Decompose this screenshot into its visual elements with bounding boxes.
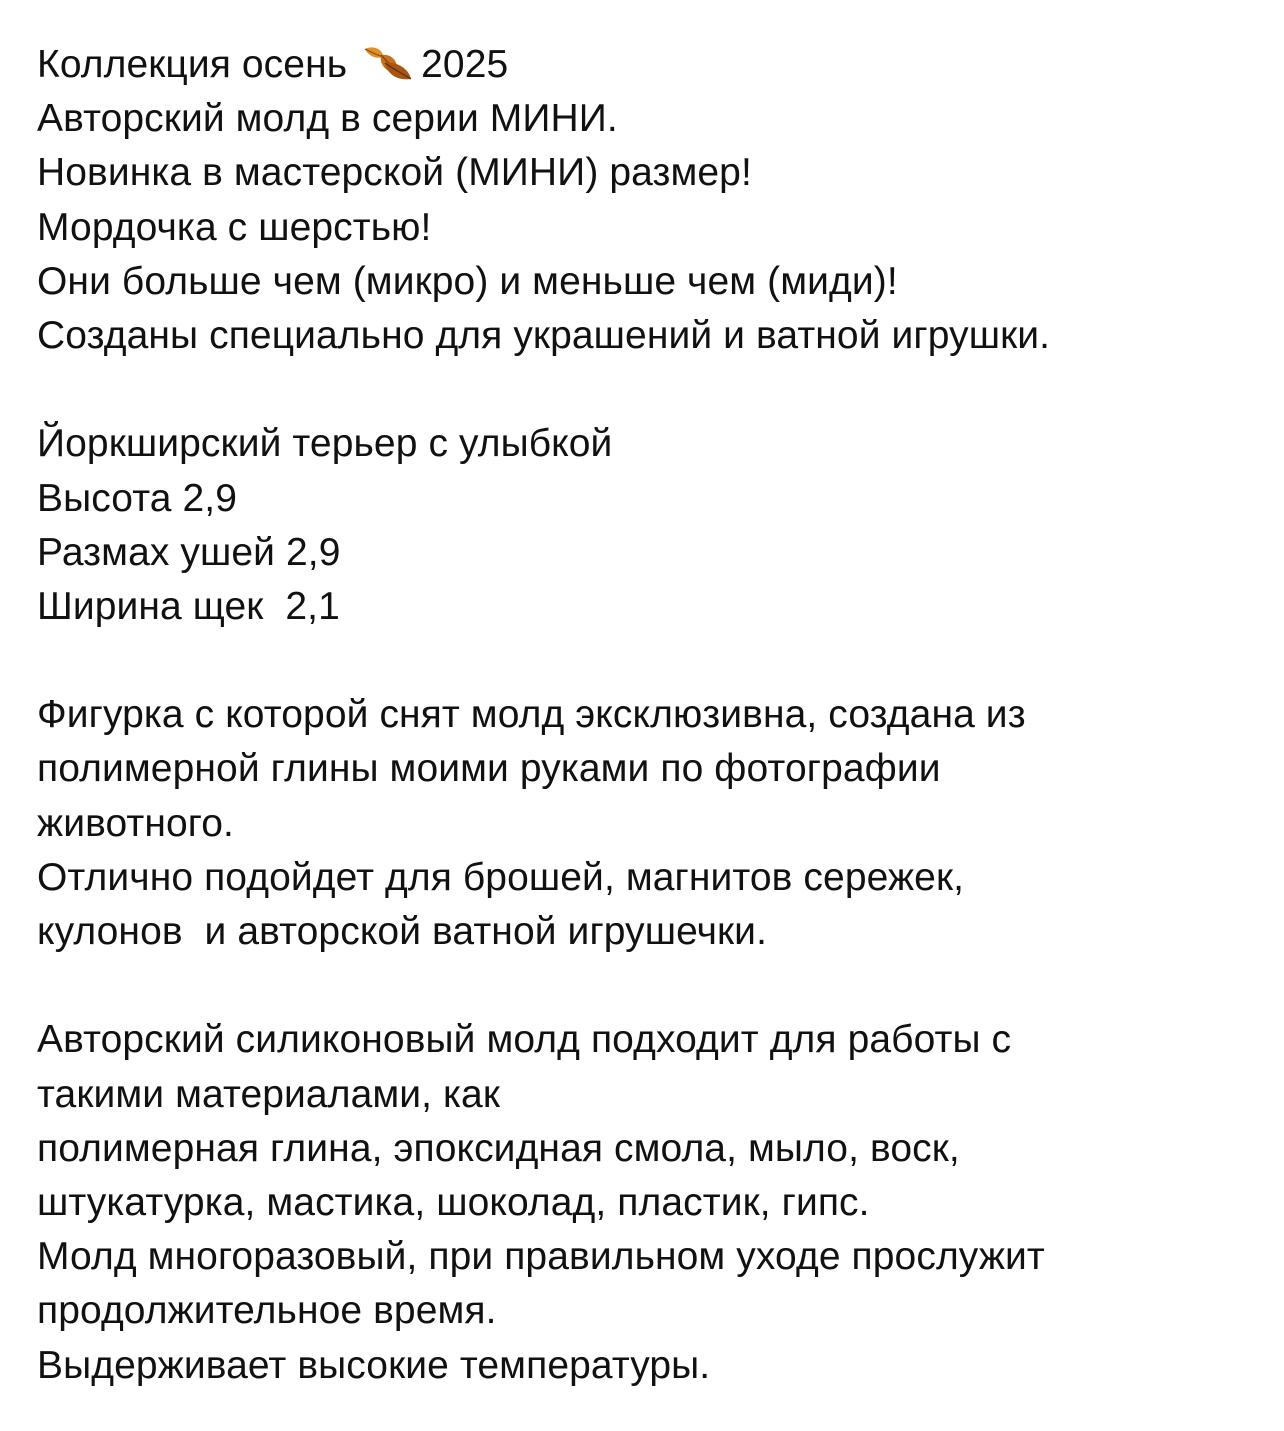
spec-line: Высота 2,9 xyxy=(37,476,237,520)
spec-line: Размах ушей 2,9 xyxy=(37,530,341,574)
paragraph-gap xyxy=(37,634,1252,688)
description-line: кулонов и авторской ватной игрушечки. xyxy=(37,910,768,953)
intro-line: Они больше чем (микро) и меньше чем (миди)! xyxy=(37,259,898,303)
post-text xyxy=(37,38,1252,1393)
spec-line: Йоркширский терьер с улыбкой xyxy=(37,422,613,466)
title-prefix: Коллекция осень xyxy=(37,43,348,86)
materials-line: штукатурка, мастика, шоколад, пластик, гипс. xyxy=(37,1180,870,1224)
materials-line: такими материалами, как xyxy=(37,1072,501,1116)
intro-line: Созданы специально для украшений и ватной игрушки. xyxy=(37,313,1051,357)
intro-line: Авторский молд в серии МИНИ. xyxy=(37,97,618,141)
materials-line: продолжительное время. xyxy=(37,1289,497,1333)
description-line: Фигурка с которой снят молд эксклюзивна, создана из xyxy=(37,693,1026,737)
post-title xyxy=(37,38,1252,92)
materials-line: полимерная глина, эпоксидная смола, мыло, воск, xyxy=(37,1126,960,1170)
title-year: 2025 xyxy=(421,43,509,86)
description-line: Отлично подойдет для брошей, магнитов сережек, xyxy=(37,855,965,899)
paragraph-gap xyxy=(37,363,1252,417)
fallen-leaves-icon xyxy=(359,43,415,83)
materials-line: Выдерживает высокие температуры. xyxy=(37,1343,711,1387)
paragraph-gap xyxy=(37,959,1252,1013)
spec-line: Ширина щек 2,1 xyxy=(37,584,340,628)
materials-line: Молд многоразовый, при правильном уходе прослужит xyxy=(37,1235,1045,1279)
intro-line: Новинка в мастерской (МИНИ) размер! xyxy=(37,151,752,195)
intro-line: Мордочка с шерстью! xyxy=(37,205,432,249)
materials-line: Авторский силиконовый молд подходит для работы с xyxy=(37,1018,1012,1062)
description-line: животного. xyxy=(37,801,234,845)
description-line: полимерной глины моими руками по фотографии xyxy=(37,747,941,791)
